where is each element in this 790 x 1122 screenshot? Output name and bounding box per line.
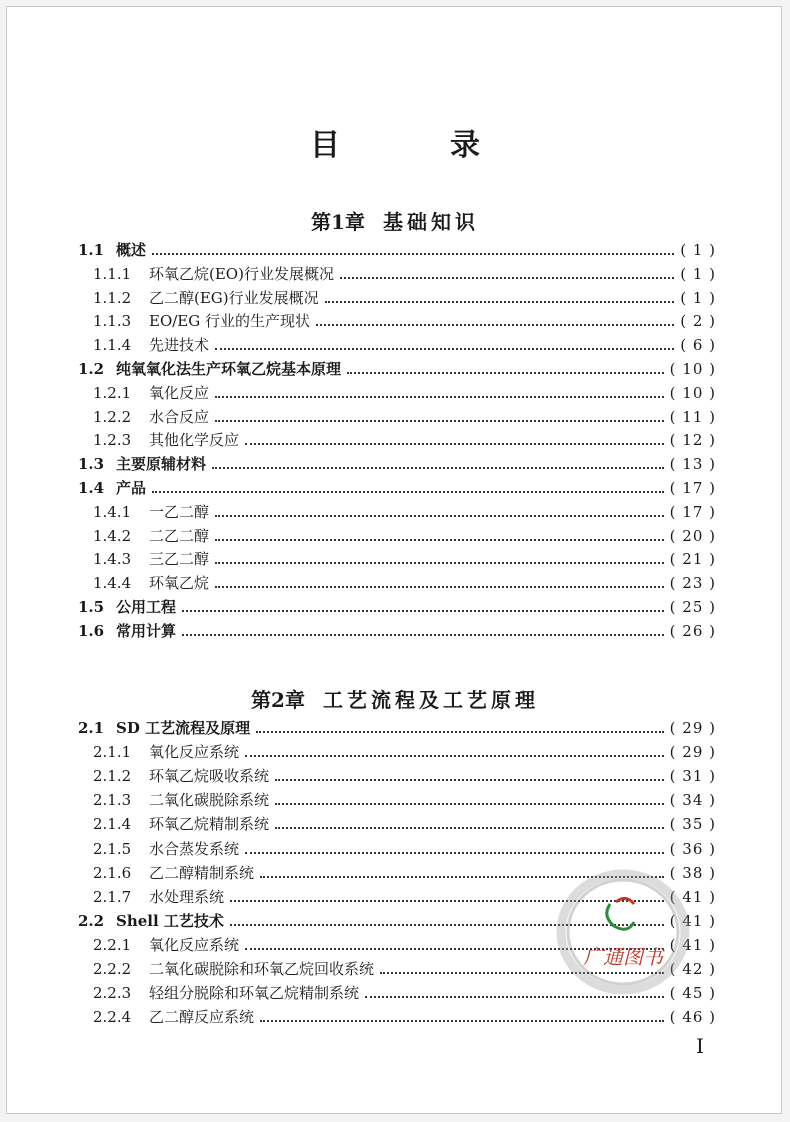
- toc-entry-page: ( 36 ): [669, 839, 716, 858]
- toc-entry-page: ( 21 ): [669, 550, 716, 569]
- toc-entry-page: ( 29 ): [669, 719, 716, 737]
- toc-entry-label: 二乙二醇: [149, 526, 210, 545]
- toc-entry[interactable]: [93, 571, 716, 595]
- toc-entry-number: 1.4.1: [93, 502, 132, 521]
- toc-entry-page: ( 1 ): [680, 264, 716, 283]
- dot-leader: [325, 301, 675, 303]
- toc-entry-label: 轻组分脱除和环氧乙烷精制系统: [149, 984, 360, 1003]
- toc-entry-label: 环氧乙烷精制系统: [149, 815, 270, 834]
- toc-entry-label: 水合反应: [149, 407, 210, 426]
- toc-entry-page: ( 1 ): [680, 241, 716, 259]
- toc-entry-number: 2.1.6: [93, 863, 132, 882]
- toc-entry-label: 纯氧氧化法生产环氧乙烷基本原理: [116, 360, 342, 378]
- toc-entry-number: 2.2.2: [93, 960, 132, 978]
- toc-entry-label: 乙二醇(EG)行业发展概况: [149, 288, 319, 307]
- toc-entry-number: 1.5: [78, 598, 105, 616]
- toc-entry-page: ( 20 ): [669, 526, 716, 545]
- toc-entry[interactable]: [93, 428, 716, 452]
- chapter-2-number: 第2章: [251, 688, 305, 712]
- toc-entry-number: 1.1.4: [93, 336, 132, 355]
- dot-leader: [215, 420, 664, 422]
- toc-entry-number: 1.3: [78, 455, 105, 474]
- toc-entry-number: 1.1.3: [93, 312, 132, 331]
- toc-entry[interactable]: [78, 452, 716, 476]
- dot-leader: [215, 348, 674, 350]
- toc-entry-label: 氧化反应系统: [149, 935, 240, 954]
- chapter-1-name: 基础知识: [382, 210, 479, 234]
- dot-leader: [316, 324, 674, 326]
- chapter-2-name: 工艺流程及工艺原理: [322, 688, 539, 712]
- dot-leader: [245, 443, 664, 445]
- toc-entry-page: ( 6 ): [680, 336, 716, 355]
- dot-leader: [256, 731, 664, 733]
- toc-entry-number: 1.2.1: [93, 383, 132, 402]
- dot-leader: [215, 562, 664, 564]
- toc-entry-number: 1.2: [78, 360, 105, 378]
- toc-entry[interactable]: [78, 595, 716, 619]
- toc-entry-number: 1.1.2: [93, 288, 132, 307]
- dot-leader: [182, 634, 664, 636]
- toc-entry[interactable]: [93, 262, 716, 286]
- toc-entry-label: 乙二醇反应系统: [149, 1008, 255, 1027]
- dot-leader: [245, 852, 664, 854]
- toc-entry[interactable]: [93, 788, 716, 812]
- toc-entry[interactable]: [93, 500, 716, 524]
- toc-entry-page: ( 31 ): [669, 767, 716, 786]
- toc-entry-label: 水合蒸发系统: [149, 839, 240, 858]
- toc-entry-page: ( 41 ): [669, 887, 716, 906]
- toc-entry-page: ( 35 ): [669, 815, 716, 834]
- toc-entry-number: 2.2.4: [93, 1008, 132, 1027]
- toc-entry-label: SD 工艺流程及原理: [116, 719, 251, 737]
- chapter-1-number: 第1章: [311, 210, 365, 234]
- toc-entry-label: 二氧化碳脱除和环氧乙烷回收系统: [149, 960, 375, 978]
- toc-entry-number: 1.1: [78, 241, 105, 259]
- toc-entry[interactable]: [93, 1005, 716, 1029]
- dot-leader: [215, 539, 664, 541]
- toc-entry[interactable]: [78, 716, 716, 740]
- toc-entry-number: 1.2.2: [93, 407, 132, 426]
- toc-entry-number: 2.1.3: [93, 791, 132, 810]
- dot-leader: [215, 396, 664, 398]
- toc-entry-label: Shell 工艺技术: [116, 911, 224, 930]
- toc-entry-label: 先进技术: [149, 336, 210, 355]
- toc-entry[interactable]: [78, 476, 716, 500]
- toc-entry-label: 三乙二醇: [149, 550, 210, 569]
- toc-entry-number: 2.2.3: [93, 984, 132, 1003]
- toc-entry-number: 1.4.2: [93, 526, 132, 545]
- toc-entry-number: 1.2.3: [93, 431, 132, 450]
- toc-entry-number: 1.6: [78, 621, 105, 640]
- toc-entry[interactable]: [93, 405, 716, 429]
- toc-entry-number: 1.4: [78, 479, 105, 497]
- toc-entry-page: ( 13 ): [669, 455, 716, 474]
- dot-leader: [340, 277, 674, 279]
- toc-entry-page: ( 41 ): [669, 911, 716, 930]
- toc-entry-page: ( 45 ): [669, 984, 716, 1003]
- toc-entry-page: ( 10 ): [669, 360, 716, 378]
- chapter-2-heading: [0, 684, 790, 713]
- toc-entry-page: ( 23 ): [669, 574, 716, 593]
- chapter-1-heading: [0, 206, 790, 235]
- toc-entry-number: 2.2: [78, 911, 105, 930]
- dot-leader: [275, 779, 664, 781]
- dot-leader: [152, 491, 664, 493]
- toc-entry-label: 氧化反应系统: [149, 743, 240, 762]
- seal-text: 广通图书: [583, 945, 663, 969]
- toc-entry-number: 2.1.2: [93, 767, 132, 786]
- toc-entry[interactable]: [93, 812, 716, 836]
- toc-entry[interactable]: [93, 524, 716, 548]
- toc-entry[interactable]: [93, 740, 716, 764]
- toc-entry[interactable]: [78, 238, 716, 262]
- toc-entry-number: 2.1.4: [93, 815, 132, 834]
- toc-entry[interactable]: [93, 547, 716, 571]
- toc-entry-page: ( 26 ): [669, 621, 716, 640]
- toc-entry-page: ( 17 ): [669, 479, 716, 497]
- toc-entry-number: 2.1.7: [93, 887, 132, 906]
- toc-entry-number: 2.1.5: [93, 839, 132, 858]
- toc-entry-page: ( 10 ): [669, 383, 716, 402]
- toc-entry-label: 其他化学反应: [149, 431, 240, 450]
- toc-entry-label: 常用计算: [116, 621, 177, 640]
- publisher-seal-watermark: [548, 862, 698, 1002]
- toc-entry-number: 2.1: [78, 719, 105, 737]
- dot-leader: [215, 515, 664, 517]
- toc-entry-page: ( 42 ): [669, 960, 716, 978]
- toc-entry-label: 主要原辅材料: [116, 455, 207, 474]
- toc-entry[interactable]: [93, 309, 716, 333]
- toc-entry[interactable]: [93, 837, 716, 861]
- toc-entry-label: 乙二醇精制系统: [149, 863, 255, 882]
- toc-entry-page: ( 25 ): [669, 598, 716, 616]
- toc-entry-page: ( 38 ): [669, 863, 716, 882]
- toc-entry-number: 2.1.1: [93, 743, 132, 762]
- toc-entry-label: 环氧乙烷吸收系统: [149, 767, 270, 786]
- dot-leader: [152, 253, 674, 255]
- toc-entry-page: ( 11 ): [669, 407, 716, 426]
- toc-entry-number: 1.4.3: [93, 550, 132, 569]
- toc-entry-page: ( 17 ): [669, 502, 716, 521]
- toc-entry-page: ( 46 ): [669, 1008, 716, 1027]
- toc-entry-page: ( 34 ): [669, 791, 716, 810]
- toc-entry-number: 2.2.1: [93, 935, 132, 954]
- toc-entry-page: ( 12 ): [669, 431, 716, 450]
- toc-entry[interactable]: [93, 286, 716, 310]
- toc-entry-page: ( 1 ): [680, 288, 716, 307]
- dot-leader: [260, 1020, 664, 1022]
- toc-entry-label: EO/EG 行业的生产现状: [149, 312, 311, 331]
- toc-entry[interactable]: [78, 357, 716, 381]
- dot-leader: [275, 827, 664, 829]
- dot-leader: [212, 467, 664, 469]
- dot-leader: [245, 755, 664, 757]
- toc-entry-page: ( 29 ): [669, 743, 716, 762]
- toc-entry[interactable]: [93, 764, 716, 788]
- dot-leader: [275, 803, 664, 805]
- toc-entry-label: 公用工程: [116, 598, 177, 616]
- toc-entry-label: 二氧化碳脱除系统: [149, 791, 270, 810]
- toc-entry-number: 1.1.1: [93, 264, 132, 283]
- toc-entry-page: ( 41 ): [669, 935, 716, 954]
- page-title: 目 录: [310, 128, 520, 163]
- toc-entry-number: 1.4.4: [93, 574, 132, 593]
- toc-entry-label: 产品: [116, 479, 147, 497]
- page-folio: I: [696, 1034, 704, 1058]
- toc-entry-label: 氧化反应: [149, 383, 210, 402]
- toc-entry[interactable]: [78, 619, 716, 643]
- toc-entry[interactable]: [93, 381, 716, 405]
- toc-entry-page: ( 2 ): [680, 312, 716, 331]
- dot-leader: [215, 586, 664, 588]
- toc-entry-label: 一乙二醇: [149, 502, 210, 521]
- toc-entry[interactable]: [93, 333, 716, 357]
- dot-leader: [347, 372, 664, 374]
- toc-entry-label: 环氧乙烷: [149, 574, 210, 593]
- toc-entry-label: 水处理系统: [149, 887, 225, 906]
- toc-entry-label: 环氧乙烷(EO)行业发展概况: [149, 264, 334, 283]
- dot-leader: [182, 610, 664, 612]
- toc-entry-label: 概述: [116, 241, 147, 259]
